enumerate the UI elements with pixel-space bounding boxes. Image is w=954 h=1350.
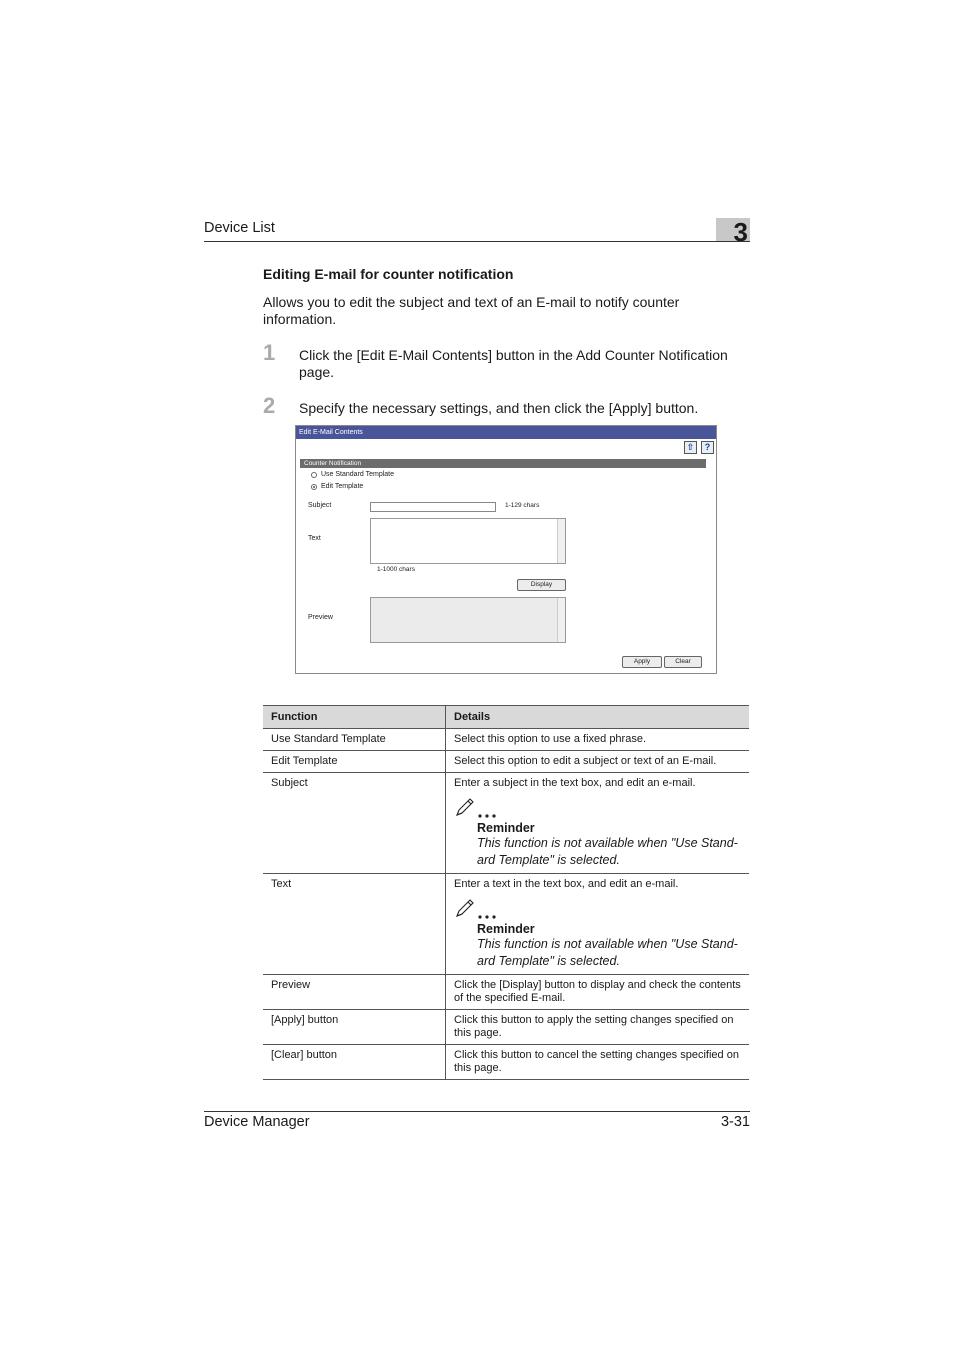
details-cell [446,773,750,874]
reminder-note [454,796,741,869]
subject-hint: 1-129 chars [505,502,540,509]
function-table [263,705,749,1080]
footer-rule [204,1111,750,1112]
subject-label: Subject [308,502,332,509]
step-text: Specify the necessary settings, and then click the [Apply] button. [299,400,699,416]
details-cell: Click the [Display] button to display and check the contents of the specified E-mail. [446,975,750,1010]
table-row [263,1010,749,1045]
table-row [263,874,749,975]
section-title: Editing E-mail for counter notification [263,266,514,282]
page-number: 3-31 [720,1114,750,1130]
clear-button[interactable]: Clear [664,656,702,668]
text-label: Text [308,535,321,542]
section-bar: Counter Notification [300,459,706,468]
table-row [263,729,749,751]
step-number: 2 [263,393,276,418]
header-rule [204,241,750,242]
table-row [263,1045,749,1080]
reminder-note [454,897,741,970]
up-arrow-icon[interactable]: ⇧ [684,441,697,454]
table-row [263,975,749,1010]
subject-input[interactable] [370,502,496,512]
preview-area [370,597,566,643]
radio-label: Edit Template [321,483,364,490]
details-cell: Select this option to edit a subject or text of an E-mail. [446,751,750,773]
apply-button[interactable]: Apply [622,656,662,668]
table-header-row [263,706,749,729]
column-header: Function [263,706,446,729]
preview-label: Preview [308,614,333,621]
step-text: Click the [Edit E-Mail Contents] button in the Add Counter Notification page. [299,347,728,380]
function-cell: Subject [263,773,446,874]
function-cell: Text [263,874,446,975]
running-header: Device List [204,220,275,236]
intro-paragraph: Allows you to edit the subject and text of an E-mail to notify counter information. [263,294,680,327]
function-cell: Preview [263,975,446,1010]
pencil-note-icon [454,897,504,921]
edit-email-screenshot [295,425,717,674]
details-cell: Click this button to cancel the setting changes specified on this page. [446,1045,750,1080]
display-button[interactable]: Display [517,579,566,591]
details-text: Enter a text in the text box, and edit an e-mail. [454,878,679,890]
text-hint: 1-1000 chars [377,566,415,573]
help-icon[interactable]: ? [701,441,714,454]
window-title: Edit E-Mail Contents [296,426,716,439]
use-standard-template-radio[interactable] [311,472,317,478]
reminder-text: This function is not available when "Use Stand-ard Template" is selected. [477,937,738,968]
step-number: 1 [263,340,276,365]
function-cell: Use Standard Template [263,729,446,751]
scrollbar[interactable] [557,598,565,642]
function-cell: [Apply] button [263,1010,446,1045]
reminder-title: Reminder [477,821,535,835]
edit-template-radio[interactable] [311,484,317,490]
details-cell [446,874,750,975]
function-cell: Edit Template [263,751,446,773]
function-cell: [Clear] button [263,1045,446,1080]
scrollbar[interactable] [557,519,565,563]
reminder-title: Reminder [477,922,535,936]
table-row [263,773,749,874]
details-text: Enter a subject in the text box, and edit an e-mail. [454,777,696,789]
text-textarea[interactable] [370,518,566,564]
radio-label: Use Standard Template [321,471,395,478]
details-cell: Select this option to use a fixed phrase. [446,729,750,751]
column-header: Details [446,706,750,729]
details-cell: Click this button to apply the setting changes specified on this page. [446,1010,750,1045]
footer-title: Device Manager [204,1114,310,1130]
table-row [263,751,749,773]
chapter-number: 3 [733,217,748,247]
reminder-text: This function is not available when "Use Stand-ard Template" is selected. [477,836,738,867]
pencil-note-icon [454,796,504,820]
